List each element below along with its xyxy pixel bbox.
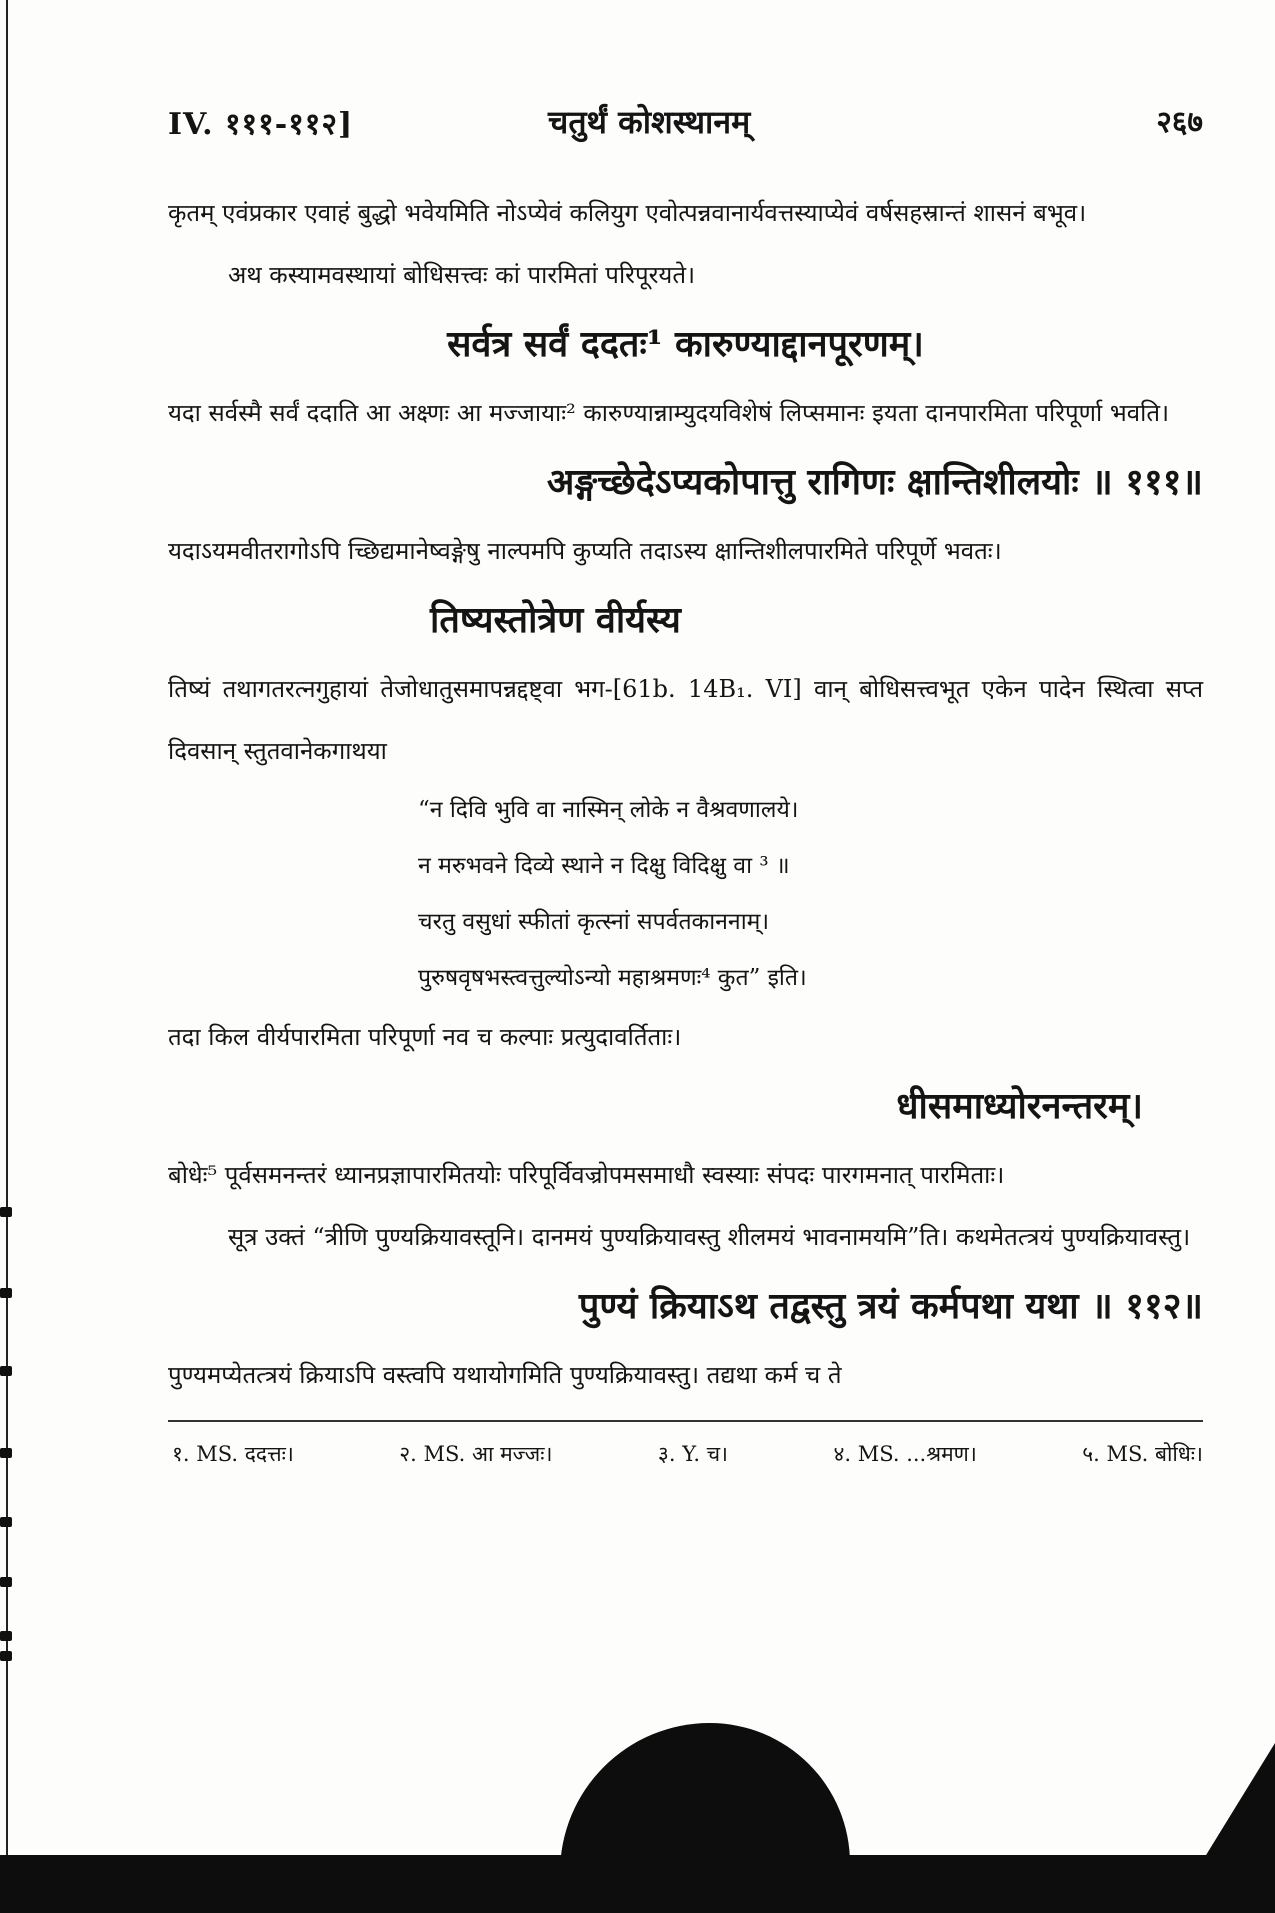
paragraph: अथ कस्यामवस्थायां बोधिसत्त्वः कां पारमितां परिपूरयते। [228,261,696,289]
paragraph: यदा सर्वस्मै सर्वं ददाति आ अक्ष्णः आ मज्जायाः² कारुण्यान्नाम्युदयविशेषं लिप्समानः इयता दानपारमिता परिपूर्णा भवति। [168,399,1170,427]
page-number: २६७ [1156,105,1203,140]
binding-mark [0,1366,12,1376]
running-header [168,96,1203,146]
binding-mark [0,1517,12,1527]
quote-line: न मरुभवने दिव्ये स्थाने न दिक्षु विदिक्षु वा ³ ॥ [418,853,790,879]
footnotes [168,1422,1203,1468]
binding-mark [0,1207,12,1217]
binding-mark [0,1448,12,1458]
karika-verse: धीसमाध्योरनन्तरम्। [896,1085,1143,1127]
quote-line: पुरुषवृषभस्त्वत्तुल्योऽन्यो महाश्रमणः⁴ कुत” इति। [418,965,807,991]
quote-line: “न दिवि भुवि वा नास्मिन् लोके न वैश्रवणालये। [418,797,799,823]
karika-verse: सर्वत्र सर्वं ददतः¹ कारुण्याद्दानपूरणम्। [447,323,924,365]
paragraph: कृतम् एवंप्रकार एवाहं बुद्धो भवेयमिति नोऽप्येवं कलियुग एवोत्पन्नवानार्यवत्तस्याप्येवं वर्षसहस्रान्तं शासनं बभूव। [168,199,1087,227]
page-body [168,182,1203,1468]
paragraph: तदा किल वीर्यपारमिता परिपूर्णा नव च कल्पाः प्रत्युदावर्तिताः। [168,1023,682,1051]
footnote: २. MS. आ मज्जः। [399,1442,553,1466]
scanner-thumb-shadow [560,1723,850,1873]
scan-corner-shadow [1195,1743,1275,1873]
quoted-verse [168,782,1203,1006]
paragraph: बोधेः⁵ पूर्वसमनन्तरं ध्यानप्रज्ञापारमितयोः परिपूर्विवज्रोपमसमाधौ स्वस्याः संपदः पारगमनात् पारमिताः। [168,1161,1005,1189]
binding-mark [0,1651,12,1661]
footnote: ३. Y. च। [657,1442,728,1466]
page-binding-edge [0,0,8,1873]
karika-verse: पुण्यं क्रियाऽथ तद्वस्तु त्रयं कर्मपथा यथा ॥ ११२॥ [578,1285,1203,1327]
section-reference: IV. १११-११२] [168,107,354,142]
scan-bottom-edge [0,1855,1275,1913]
karika-verse: तिष्यस्तोत्रेण वीर्यस्य [430,599,681,641]
paragraph: तिष्यं तथागतरत्नगुहायां तेजोधातुसमापन्नद्दष्ट्वा भग-[61b. 14B₁. VI] वान् बोधिसत्त्वभूत एकेन पादेन स्थित्वा सप्त दिवसान् स्तुतवानेकगाथया [168,675,1203,765]
paragraph: पुण्यमप्येतत्त्रयं क्रियाऽपि वस्त्वपि यथायोगमिति पुण्यक्रियावस्तु। तद्यथा कर्म च ते [168,1361,842,1389]
binding-mark [0,1631,12,1641]
paragraph: सूत्र उक्तं “त्रीणि पुण्यक्रियावस्तूनि। दानमयं पुण्यक्रियावस्तु शीलमयं भावनामयमि”ति। कथमेतत्त्रयं पुण्यक्रियावस्तु। [228,1223,1191,1251]
chapter-title: चतुर्थं कोशस्थानम् [548,103,751,141]
footnote: ४. MS. ...श्रमण। [833,1442,977,1466]
footnote: ५. MS. बोधिः। [1082,1442,1203,1466]
quote-line: चरतु वसुधां स्फीतां कृत्स्नां सपर्वतकाननाम्। [418,909,770,935]
binding-mark [0,1577,12,1587]
paragraph: यदाऽयमवीतरागोऽपि च्छिद्यमानेष्वङ्गेषु नाल्पमपि कुप्यति तदाऽस्य क्षान्तिशीलपारमिते परिपूर्णे भवतः। [168,537,1002,565]
binding-mark [0,1288,12,1298]
footnote: १. MS. ददत्तः। [172,1442,294,1466]
karika-verse: अङ्गच्छेदेऽप्यकोपात्तु रागिणः क्षान्तिशीलयोः ॥ १११॥ [546,461,1203,503]
